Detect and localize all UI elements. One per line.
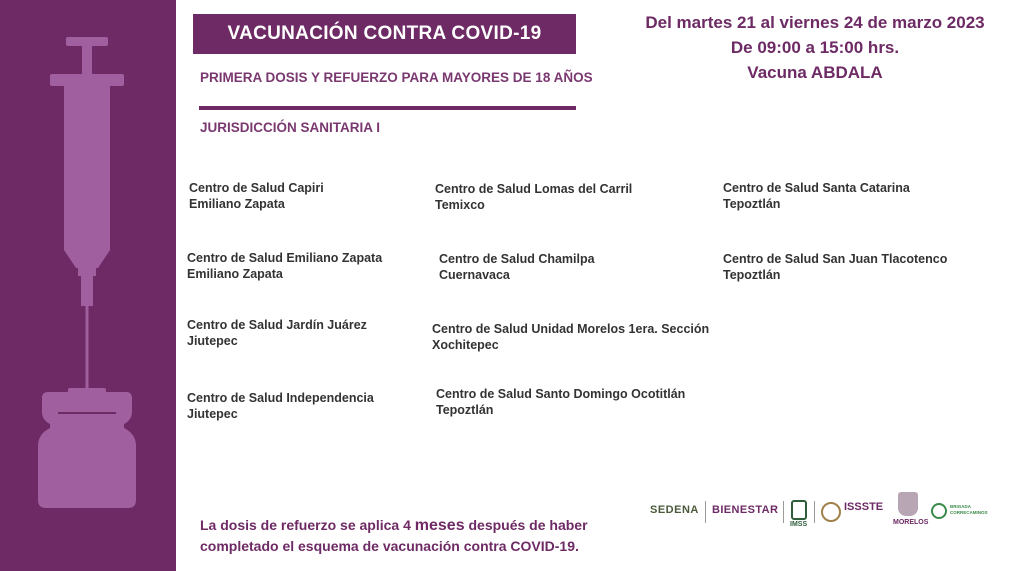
booster-note bbox=[200, 515, 588, 557]
center-municipality: Jiutepec bbox=[187, 407, 238, 421]
center-municipality: Tepoztlán bbox=[723, 268, 781, 282]
issste-emblem-icon bbox=[821, 502, 841, 522]
center-name: Centro de Salud Santo Domingo Ocotitlán bbox=[436, 387, 686, 401]
subtitle: PRIMERA DOSIS Y REFUERZO PARA MAYORES DE 18 AÑOS bbox=[200, 70, 593, 85]
health-center bbox=[187, 250, 382, 282]
vaccine-vial-icon bbox=[58, 412, 116, 414]
note-text: La dosis de refuerzo se aplica 4 bbox=[200, 517, 415, 533]
health-center bbox=[432, 321, 709, 353]
health-center bbox=[435, 181, 632, 213]
health-center bbox=[189, 180, 324, 212]
health-center bbox=[723, 251, 947, 283]
divider bbox=[199, 106, 576, 110]
health-center bbox=[187, 317, 367, 349]
imss-logo: IMSS bbox=[790, 521, 808, 528]
health-center bbox=[187, 390, 374, 422]
center-municipality: Tepoztlán bbox=[436, 403, 494, 417]
note-text: después de haber bbox=[464, 517, 588, 533]
logo-separator bbox=[783, 501, 784, 523]
logo-separator bbox=[705, 501, 706, 523]
note-line-2: completado el esquema de vacunación contra COVID-19. bbox=[200, 538, 579, 554]
center-name: Centro de Salud Emiliano Zapata bbox=[187, 251, 383, 265]
sidebar-illustration bbox=[0, 0, 176, 571]
imss-shield-icon bbox=[791, 500, 807, 520]
event-hours: De 09:00 a 15:00 hrs. bbox=[730, 38, 900, 57]
center-name: Centro de Salud Jardín Juárez bbox=[187, 318, 367, 332]
brigada-logo: BRIGADA CORRECAMINOS bbox=[950, 504, 988, 515]
center-name: Centro de Salud Lomas del Carril bbox=[435, 182, 633, 196]
center-municipality: Tepoztlán bbox=[723, 197, 781, 211]
center-name: Centro de Salud San Juan Tlacotenco bbox=[723, 252, 948, 266]
jurisdiction-label: JURISDICCIÓN SANITARIA I bbox=[200, 120, 381, 135]
health-center bbox=[723, 180, 910, 212]
center-municipality: Jiutepec bbox=[187, 334, 238, 348]
center-name: Centro de Salud Independencia bbox=[187, 391, 374, 405]
sedena-logo: SEDENA bbox=[650, 504, 699, 516]
center-name: Centro de Salud Chamilpa bbox=[439, 252, 595, 266]
event-dates: Del martes 21 al viernes 24 de marzo 2023 bbox=[645, 13, 985, 32]
center-municipality: Cuernavaca bbox=[439, 268, 510, 282]
morelos-logo: MORELOS bbox=[893, 519, 929, 526]
center-name: Centro de Salud Santa Catarina bbox=[723, 181, 910, 195]
health-center bbox=[439, 251, 595, 283]
logo-separator bbox=[814, 501, 815, 523]
center-municipality: Emiliano Zapata bbox=[189, 197, 285, 211]
issste-logo: ISSSTE bbox=[844, 501, 884, 513]
center-municipality: Emiliano Zapata bbox=[187, 267, 283, 281]
syringe-icon bbox=[0, 0, 176, 571]
title-banner bbox=[193, 14, 576, 54]
center-municipality: Temixco bbox=[435, 198, 485, 212]
event-info bbox=[600, 10, 1024, 85]
note-emphasis: meses bbox=[414, 517, 465, 534]
center-name: Centro de Salud Unidad Morelos 1era. Sección bbox=[432, 322, 710, 336]
center-name: Centro de Salud Capiri bbox=[189, 181, 324, 195]
bienestar-logo: BIENESTAR bbox=[712, 504, 779, 516]
institution-logos bbox=[648, 488, 988, 536]
morelos-shield-icon bbox=[898, 492, 918, 516]
page-title: VACUNACIÓN CONTRA COVID-19 bbox=[227, 23, 542, 44]
brigada-icon bbox=[931, 503, 947, 519]
event-vaccine: Vacuna ABDALA bbox=[747, 63, 883, 82]
center-municipality: Xochitepec bbox=[432, 338, 499, 352]
health-center bbox=[436, 386, 685, 418]
